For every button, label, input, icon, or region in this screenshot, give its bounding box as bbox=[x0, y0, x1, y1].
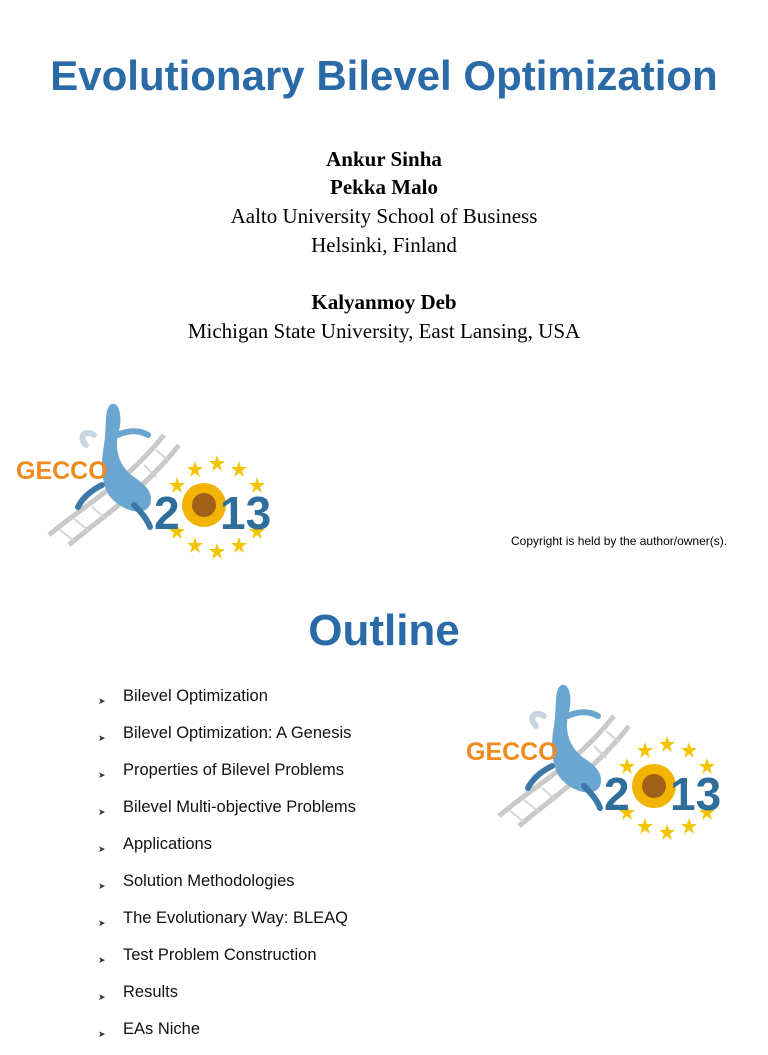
list-item-label: Applications bbox=[123, 835, 212, 853]
list-item-label: Bilevel Multi-objective Problems bbox=[123, 798, 356, 816]
arrow-bullet-icon: ➤ bbox=[98, 1029, 106, 1039]
arrow-bullet-icon: ➤ bbox=[98, 807, 106, 817]
list-item bbox=[98, 833, 356, 870]
list-item bbox=[98, 944, 356, 981]
list-item bbox=[98, 759, 356, 796]
list-item-label: Test Problem Construction bbox=[123, 946, 317, 964]
list-item-label: The Evolutionary Way: BLEAQ bbox=[123, 909, 348, 927]
list-item-label: EAs Niche bbox=[123, 1020, 201, 1038]
list-item bbox=[98, 870, 356, 907]
arrow-bullet-icon: ➤ bbox=[98, 844, 106, 854]
list-item-label: Results bbox=[123, 983, 179, 1001]
year-2-glyph: 2 bbox=[604, 768, 630, 820]
year-13-glyph: 13 bbox=[220, 487, 272, 539]
gecco-2013-logo bbox=[14, 395, 276, 568]
author-name: Pekka Malo bbox=[330, 175, 438, 199]
affiliation-line: Michigan State University, East Lansing, USA bbox=[187, 319, 581, 343]
arrow-bullet-icon: ➤ bbox=[98, 881, 106, 891]
arrow-bullet-icon: ➤ bbox=[98, 955, 106, 965]
gecco-logo-graphic bbox=[14, 395, 276, 563]
list-item-label: Bilevel Optimization bbox=[123, 687, 268, 705]
list-item-label: Bilevel Optimization: A Genesis bbox=[123, 724, 352, 742]
author-name: Ankur Sinha bbox=[326, 147, 442, 171]
slide-title: Outline bbox=[308, 606, 460, 655]
outline-slide bbox=[0, 580, 768, 1039]
affiliation-line: Helsinki, Finland bbox=[311, 233, 457, 257]
list-item bbox=[98, 722, 356, 759]
list-item bbox=[98, 981, 356, 1018]
list-item-label: Solution Methodologies bbox=[123, 872, 295, 890]
list-item-label: Properties of Bilevel Problems bbox=[123, 761, 345, 779]
author-name: Kalyanmoy Deb bbox=[311, 290, 457, 314]
gecco-logo-graphic bbox=[464, 676, 726, 844]
year-2-glyph: 2 bbox=[154, 487, 180, 539]
list-item bbox=[98, 796, 356, 833]
arrow-bullet-icon: ➤ bbox=[98, 918, 106, 928]
list-item bbox=[98, 685, 356, 722]
year-13-glyph: 13 bbox=[670, 768, 722, 820]
gecco-wordmark: GECCO bbox=[466, 738, 558, 766]
list-item bbox=[98, 907, 356, 944]
gecco-wordmark: GECCO bbox=[16, 457, 108, 485]
gecco-2013-logo bbox=[464, 676, 726, 849]
affiliation-line: Aalto University School of Business bbox=[230, 204, 538, 228]
arrow-bullet-icon: ➤ bbox=[98, 992, 106, 1002]
arrow-bullet-icon: ➤ bbox=[98, 696, 106, 706]
arrow-bullet-icon: ➤ bbox=[98, 770, 106, 780]
outline-list bbox=[98, 685, 356, 1055]
copyright-notice: Copyright is held by the author/owner(s). bbox=[511, 534, 728, 548]
slide-title: Evolutionary Bilevel Optimization bbox=[50, 52, 718, 99]
arrow-bullet-icon: ➤ bbox=[98, 733, 106, 743]
